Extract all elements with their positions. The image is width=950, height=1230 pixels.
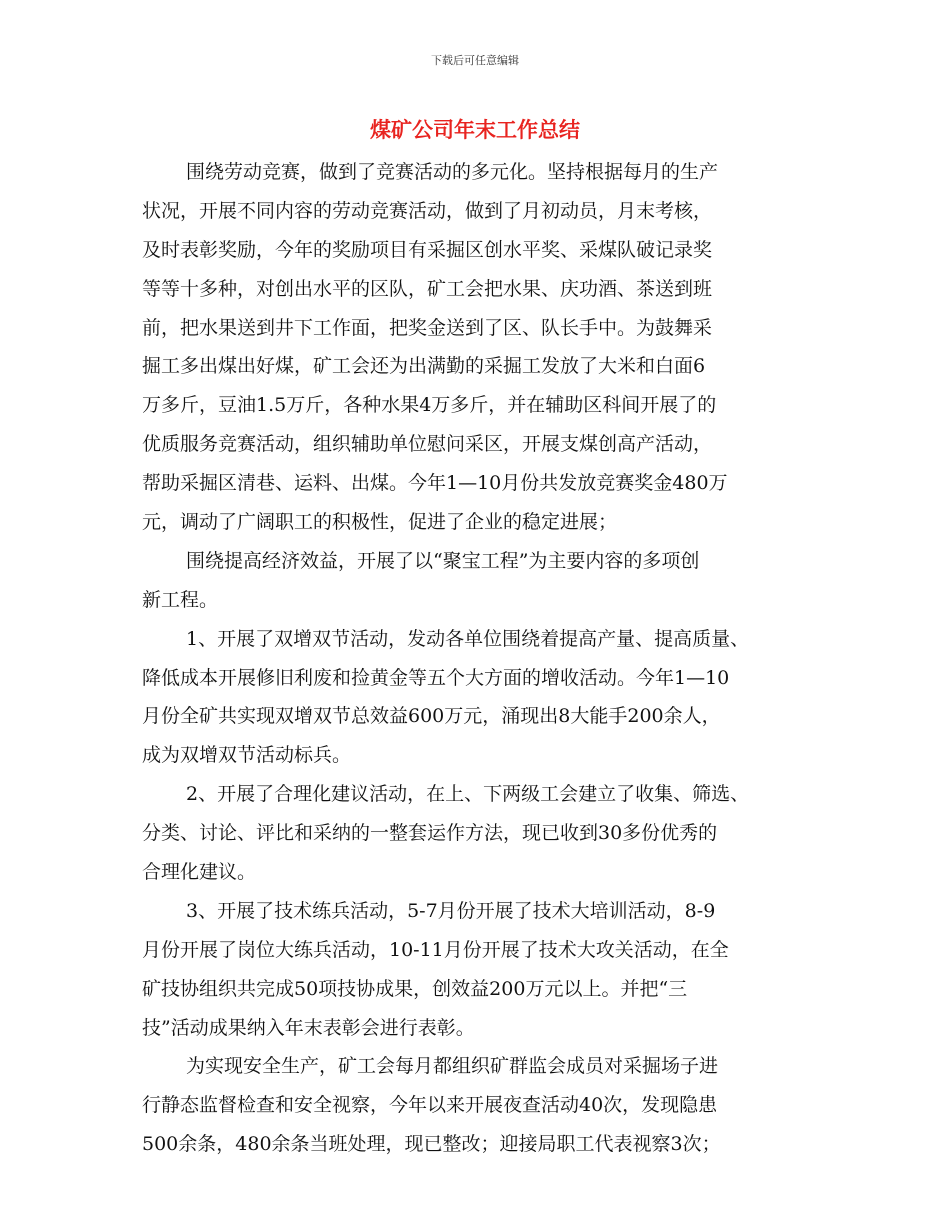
text-line: 分类、讨论、评比和采纳的一整套运作方法，现已收到30多份优秀的 bbox=[142, 822, 718, 845]
paragraph-first-line: 围绕劳动竞赛，做到了竞赛活动的多元化。坚持根据每月的生产 bbox=[186, 161, 719, 183]
text-line: 万多斤，豆油1.5万斤，各种水果4万多斤，并在辅助区科间开展了的 bbox=[142, 394, 717, 417]
text-line: 成为双增双节活动标兵。 bbox=[142, 744, 352, 767]
paragraph-first-line: 2、开展了合理化建议活动，在上、下两级工会建立了收集、筛选、 bbox=[186, 783, 750, 806]
text-line: 技”活动成果纳入年末表彰会进行表彰。 bbox=[142, 1016, 475, 1039]
text-line: 行静态监督检查和安全视察，今年以来开展夜查活动40次，发现隐患 bbox=[142, 1094, 718, 1117]
paragraph-first-line: 围绕提高经济效益，开展了以“聚宝工程”为主要内容的多项创 bbox=[186, 549, 700, 572]
paragraph-first-line: 1、开展了双增双节活动，发动各单位围绕着提高产量、提高质量、 bbox=[186, 627, 750, 650]
paragraph-first-line: 为实现安全生产，矿工会每月都组织矿群监会成员对采掘场子进 bbox=[186, 1055, 719, 1078]
document-body bbox=[142, 153, 832, 1164]
text-line: 前，把水果送到井下工作面，把奖金送到了区、队长手中。为鼓舞采 bbox=[142, 316, 713, 339]
document-title: 煤矿公司年末工作总结 bbox=[370, 118, 580, 142]
text-line: 降低成本开展修旧利废和捡黄金等五个大方面的增收活动。今年1—10 bbox=[142, 666, 730, 689]
text-line: 掘工多出煤出好煤，矿工会还为出满勤的采掘工发放了大米和白面6 bbox=[142, 355, 706, 378]
page-header: 下载后可任意编辑 bbox=[431, 54, 519, 67]
text-line: 月份开展了岗位大练兵活动，10-11月份开展了技术大攻关活动，在全 bbox=[142, 938, 729, 961]
paragraph-first-line: 3、开展了技术练兵活动，5-7月份开展了技术大培训活动，8-9 bbox=[186, 899, 716, 922]
text-line: 矿技协组织共完成50项技协成果，创效益200万元以上。并把“三 bbox=[142, 977, 688, 1000]
text-line: 及时表彰奖励，今年的奖励项目有采掘区创水平奖、采煤队破记录奖 bbox=[142, 238, 713, 261]
text-line: 500余条，480余条当班处理，现已整改；迎接局职工代表视察3次； bbox=[142, 1133, 721, 1156]
text-line: 元，调动了广阔职工的积极性，促进了企业的稳定进展； bbox=[142, 511, 618, 534]
text-line: 状况，开展不同内容的劳动竞赛活动，做到了月初动员，月末考核， bbox=[142, 199, 713, 222]
text-line: 新工程。 bbox=[142, 588, 219, 611]
text-line: 月份全矿共实现双增双节总效益600万元，涌现出8大能手200余人， bbox=[142, 705, 721, 728]
text-line: 合理化建议。 bbox=[142, 861, 257, 884]
text-line: 等等十多种，对创出水平的区队，矿工会把水果、庆功酒、茶送到班 bbox=[142, 277, 713, 300]
text-line: 优质服务竞赛活动，组织辅助单位慰问采区，开展支煤创高产活动， bbox=[142, 433, 713, 456]
text-line: 帮助采掘区清巷、运料、出煤。今年1—10月份共发放竞赛奖金480万 bbox=[142, 472, 728, 495]
